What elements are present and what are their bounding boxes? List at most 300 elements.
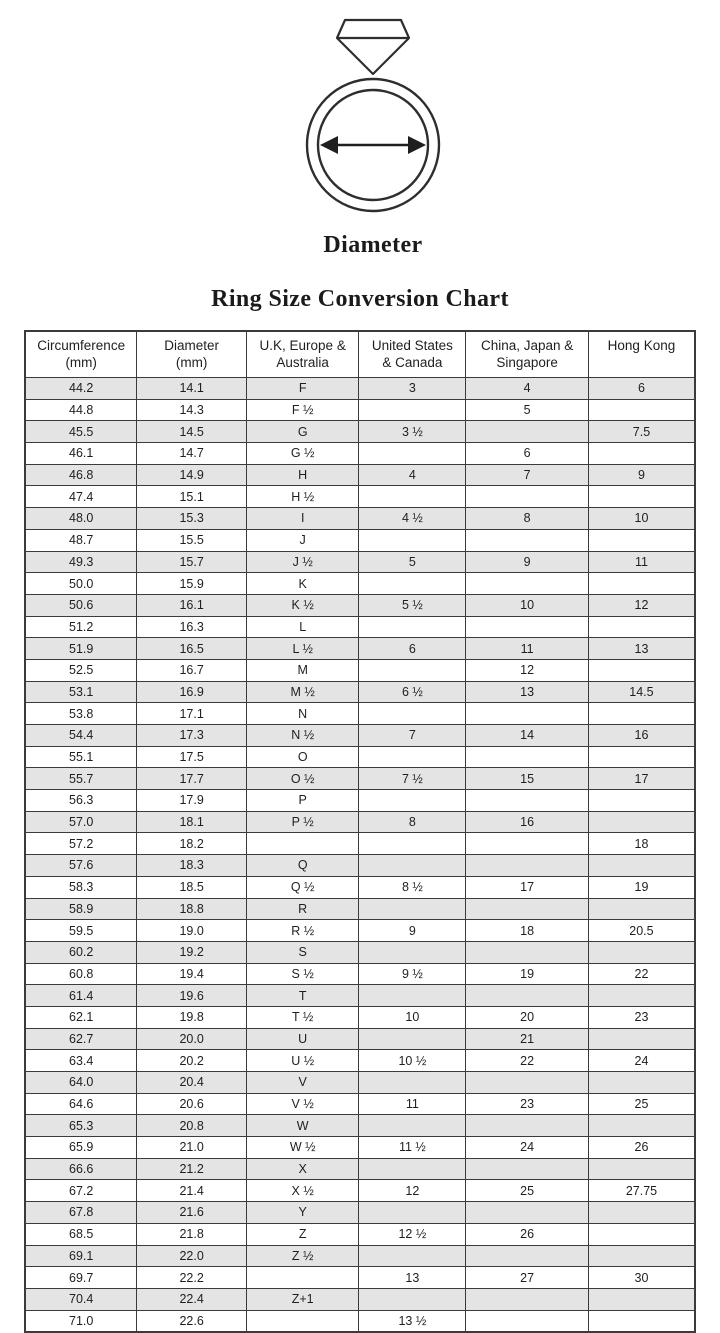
ring-diagram xyxy=(0,12,720,224)
table-row xyxy=(25,1050,695,1072)
table-cell xyxy=(359,941,466,963)
table-row xyxy=(25,508,695,530)
table-cell: 25 xyxy=(466,1180,589,1202)
table-cell xyxy=(359,616,466,638)
table-cell xyxy=(359,703,466,725)
table-cell xyxy=(359,443,466,465)
table-cell: 52.5 xyxy=(25,659,137,681)
table-cell xyxy=(466,985,589,1007)
table-cell xyxy=(466,790,589,812)
table-cell xyxy=(588,1223,695,1245)
table-cell: 44.2 xyxy=(25,378,137,400)
table-cell: 14.5 xyxy=(588,681,695,703)
table-cell: G xyxy=(246,421,359,443)
table-cell: 55.7 xyxy=(25,768,137,790)
table-cell: 67.2 xyxy=(25,1180,137,1202)
table-cell: P xyxy=(246,790,359,812)
table-cell: 8 xyxy=(466,508,589,530)
table-cell: 7 xyxy=(466,464,589,486)
conversion-table xyxy=(24,330,696,1333)
table-cell: O xyxy=(246,746,359,768)
table-cell: L xyxy=(246,616,359,638)
table-cell: 27.75 xyxy=(588,1180,695,1202)
table-header-row xyxy=(25,331,695,378)
table-row xyxy=(25,833,695,855)
table-cell: 3 ½ xyxy=(359,421,466,443)
table-cell: 19.8 xyxy=(137,1006,247,1028)
table-cell: 9 xyxy=(466,551,589,573)
table-cell: 14.7 xyxy=(137,443,247,465)
table-cell: I xyxy=(246,508,359,530)
table-cell: 22 xyxy=(588,963,695,985)
table-cell: 7 ½ xyxy=(359,768,466,790)
table-row xyxy=(25,1223,695,1245)
table-cell: Y xyxy=(246,1202,359,1224)
table-row xyxy=(25,790,695,812)
table-cell: 10 ½ xyxy=(359,1050,466,1072)
table-row xyxy=(25,659,695,681)
table-cell: G ½ xyxy=(246,443,359,465)
table-cell: 6 xyxy=(466,443,589,465)
table-cell: H ½ xyxy=(246,486,359,508)
table-cell: 17 xyxy=(466,876,589,898)
table-cell xyxy=(359,790,466,812)
table-cell: 56.3 xyxy=(25,790,137,812)
table-cell: 14.3 xyxy=(137,399,247,421)
table-cell: 25 xyxy=(588,1093,695,1115)
table-cell xyxy=(466,529,589,551)
table-cell: M xyxy=(246,659,359,681)
column-header: United States & Canada xyxy=(359,331,466,378)
table-cell: 21.0 xyxy=(137,1137,247,1159)
table-cell: 48.0 xyxy=(25,508,137,530)
table-row xyxy=(25,464,695,486)
table-cell: 65.9 xyxy=(25,1137,137,1159)
table-cell: 22.4 xyxy=(137,1288,247,1310)
table-cell: V ½ xyxy=(246,1093,359,1115)
diagram-label: Diameter xyxy=(323,232,423,258)
table-cell xyxy=(359,833,466,855)
table-cell: 8 ½ xyxy=(359,876,466,898)
table-cell: T xyxy=(246,985,359,1007)
table-row xyxy=(25,1180,695,1202)
table-cell: 13 ½ xyxy=(359,1310,466,1332)
table-cell: 22.6 xyxy=(137,1310,247,1332)
table-cell: 12 xyxy=(466,659,589,681)
table-cell: 17.9 xyxy=(137,790,247,812)
table-cell: 4 xyxy=(466,378,589,400)
table-cell: 15.7 xyxy=(137,551,247,573)
table-cell: 18.1 xyxy=(137,811,247,833)
table-cell: 19.2 xyxy=(137,941,247,963)
table-cell: 9 xyxy=(359,920,466,942)
table-cell: R xyxy=(246,898,359,920)
table-cell: L ½ xyxy=(246,638,359,660)
table-cell: 5 xyxy=(466,399,589,421)
table-cell: 12 ½ xyxy=(359,1223,466,1245)
table-cell: 63.4 xyxy=(25,1050,137,1072)
table-cell xyxy=(588,811,695,833)
table-row xyxy=(25,1245,695,1267)
table-cell: 3 xyxy=(359,378,466,400)
table-row xyxy=(25,855,695,877)
table-cell: 10 xyxy=(466,594,589,616)
table-cell: H xyxy=(246,464,359,486)
table-cell: M ½ xyxy=(246,681,359,703)
table-cell xyxy=(466,898,589,920)
table-cell: U xyxy=(246,1028,359,1050)
table-cell: 58.3 xyxy=(25,876,137,898)
table-cell: W xyxy=(246,1115,359,1137)
table-cell: 4 xyxy=(359,464,466,486)
table-row xyxy=(25,378,695,400)
table-cell: 16 xyxy=(466,811,589,833)
table-cell: 49.3 xyxy=(25,551,137,573)
table-cell xyxy=(588,1245,695,1267)
table-row xyxy=(25,1137,695,1159)
table-cell xyxy=(588,486,695,508)
table-row xyxy=(25,963,695,985)
table-cell xyxy=(588,529,695,551)
table-cell: 16.1 xyxy=(137,594,247,616)
table-cell: 19.6 xyxy=(137,985,247,1007)
table-cell: 5 xyxy=(359,551,466,573)
table-cell: 6 xyxy=(588,378,695,400)
table-row xyxy=(25,985,695,1007)
table-cell: 26 xyxy=(466,1223,589,1245)
table-cell: F xyxy=(246,378,359,400)
table-cell: 53.8 xyxy=(25,703,137,725)
table-cell: 50.6 xyxy=(25,594,137,616)
table-row xyxy=(25,551,695,573)
table-cell: Z xyxy=(246,1223,359,1245)
table-cell: 13 xyxy=(466,681,589,703)
table-cell: 61.4 xyxy=(25,985,137,1007)
table-cell xyxy=(588,659,695,681)
table-cell xyxy=(359,1288,466,1310)
table-row xyxy=(25,638,695,660)
table-cell xyxy=(588,703,695,725)
table-cell: 16.9 xyxy=(137,681,247,703)
table-row xyxy=(25,1158,695,1180)
table-cell xyxy=(466,855,589,877)
table-cell: 19 xyxy=(466,963,589,985)
table-cell: 4 ½ xyxy=(359,508,466,530)
table-cell: 18.8 xyxy=(137,898,247,920)
table-cell: 51.2 xyxy=(25,616,137,638)
table-cell: 47.4 xyxy=(25,486,137,508)
table-cell: 53.1 xyxy=(25,681,137,703)
table-cell: 62.1 xyxy=(25,1006,137,1028)
table-cell xyxy=(359,746,466,768)
table-cell: 16 xyxy=(588,725,695,747)
table-cell: 24 xyxy=(588,1050,695,1072)
table-cell: 20.2 xyxy=(137,1050,247,1072)
table-cell xyxy=(359,1115,466,1137)
table-cell xyxy=(588,1202,695,1224)
column-header: U.K, Europe & Australia xyxy=(246,331,359,378)
table-cell: 57.0 xyxy=(25,811,137,833)
table-cell: 18 xyxy=(588,833,695,855)
table-cell: 19.0 xyxy=(137,920,247,942)
table-cell: 13 xyxy=(359,1267,466,1289)
table-cell: 16.7 xyxy=(137,659,247,681)
table-cell: 24 xyxy=(466,1137,589,1159)
table-cell xyxy=(588,855,695,877)
table-cell: 20 xyxy=(466,1006,589,1028)
table-row xyxy=(25,1072,695,1094)
table-row xyxy=(25,594,695,616)
table-cell: J ½ xyxy=(246,551,359,573)
table-cell: W ½ xyxy=(246,1137,359,1159)
table-cell: S xyxy=(246,941,359,963)
table-cell: N xyxy=(246,703,359,725)
table-cell: 26 xyxy=(588,1137,695,1159)
table-cell: K ½ xyxy=(246,594,359,616)
table-cell: 23 xyxy=(466,1093,589,1115)
table-cell: 58.9 xyxy=(25,898,137,920)
table-cell xyxy=(359,1072,466,1094)
table-cell: 71.0 xyxy=(25,1310,137,1332)
table-cell: P ½ xyxy=(246,811,359,833)
table-cell xyxy=(466,703,589,725)
table-cell: 7.5 xyxy=(588,421,695,443)
table-row xyxy=(25,616,695,638)
column-header: Circumference (mm) xyxy=(25,331,137,378)
table-cell: 65.3 xyxy=(25,1115,137,1137)
table-cell: 17.3 xyxy=(137,725,247,747)
table-cell xyxy=(359,659,466,681)
table-cell: 57.2 xyxy=(25,833,137,855)
table-cell: 20.0 xyxy=(137,1028,247,1050)
table-cell: 22.2 xyxy=(137,1267,247,1289)
table-cell: 6 ½ xyxy=(359,681,466,703)
table-cell: 15.9 xyxy=(137,573,247,595)
table-row xyxy=(25,399,695,421)
table-cell: 62.7 xyxy=(25,1028,137,1050)
table-cell: 45.5 xyxy=(25,421,137,443)
table-cell: 14.1 xyxy=(137,378,247,400)
table-cell xyxy=(466,1202,589,1224)
table-cell: 67.8 xyxy=(25,1202,137,1224)
table-row xyxy=(25,1028,695,1050)
table-cell: 15.5 xyxy=(137,529,247,551)
table-cell: 59.5 xyxy=(25,920,137,942)
table-row xyxy=(25,725,695,747)
table-cell: 69.1 xyxy=(25,1245,137,1267)
table-cell: Q xyxy=(246,855,359,877)
table-cell xyxy=(588,616,695,638)
table-cell: 51.9 xyxy=(25,638,137,660)
table-cell: 57.6 xyxy=(25,855,137,877)
column-header: Diameter (mm) xyxy=(137,331,247,378)
table-cell xyxy=(588,898,695,920)
table-cell xyxy=(588,1072,695,1094)
table-cell: R ½ xyxy=(246,920,359,942)
table-cell: V xyxy=(246,1072,359,1094)
table-cell: X xyxy=(246,1158,359,1180)
table-cell: 20.4 xyxy=(137,1072,247,1094)
table-cell xyxy=(588,985,695,1007)
table-cell: 15 xyxy=(466,768,589,790)
table-cell: 11 xyxy=(466,638,589,660)
table-cell: 22.0 xyxy=(137,1245,247,1267)
table-cell xyxy=(466,616,589,638)
table-cell: 60.2 xyxy=(25,941,137,963)
table-cell: X ½ xyxy=(246,1180,359,1202)
table-cell: 11 xyxy=(359,1093,466,1115)
table-cell: 50.0 xyxy=(25,573,137,595)
table-cell: U ½ xyxy=(246,1050,359,1072)
table-cell xyxy=(466,573,589,595)
table-cell xyxy=(359,573,466,595)
table-cell xyxy=(466,1158,589,1180)
table-cell: 30 xyxy=(588,1267,695,1289)
table-cell xyxy=(466,833,589,855)
table-cell xyxy=(466,1288,589,1310)
table-row xyxy=(25,681,695,703)
table-row xyxy=(25,768,695,790)
table-cell: 23 xyxy=(588,1006,695,1028)
table-cell: 10 xyxy=(359,1006,466,1028)
column-header: China, Japan & Singapore xyxy=(466,331,589,378)
table-cell: 21.4 xyxy=(137,1180,247,1202)
table-cell xyxy=(466,1245,589,1267)
table-cell xyxy=(588,1288,695,1310)
table-row xyxy=(25,1006,695,1028)
table-cell: 54.4 xyxy=(25,725,137,747)
table-cell: 16.3 xyxy=(137,616,247,638)
ring-diamond-diameter-arrow-icon xyxy=(258,12,488,224)
table-cell: 13 xyxy=(588,638,695,660)
table-row xyxy=(25,811,695,833)
table-cell xyxy=(246,1267,359,1289)
table-cell: 17.7 xyxy=(137,768,247,790)
table-row xyxy=(25,1093,695,1115)
table-cell: 11 ½ xyxy=(359,1137,466,1159)
table-cell xyxy=(466,486,589,508)
table-cell: Z+1 xyxy=(246,1288,359,1310)
table-cell: 5 ½ xyxy=(359,594,466,616)
table-row xyxy=(25,703,695,725)
table-cell: J xyxy=(246,529,359,551)
table-row xyxy=(25,746,695,768)
table-cell xyxy=(466,746,589,768)
table-cell: O ½ xyxy=(246,768,359,790)
table-cell xyxy=(359,1245,466,1267)
table-cell: 18.5 xyxy=(137,876,247,898)
table-cell: S ½ xyxy=(246,963,359,985)
table-cell: K xyxy=(246,573,359,595)
table-cell xyxy=(359,529,466,551)
table-row xyxy=(25,421,695,443)
table-cell: 15.3 xyxy=(137,508,247,530)
table-cell xyxy=(588,941,695,963)
table-cell: 18 xyxy=(466,920,589,942)
table-cell: 21.6 xyxy=(137,1202,247,1224)
table-cell xyxy=(588,1115,695,1137)
table-row xyxy=(25,1288,695,1310)
table-cell: N ½ xyxy=(246,725,359,747)
table-cell: 64.0 xyxy=(25,1072,137,1094)
page-title: Ring Size Conversion Chart xyxy=(211,286,509,312)
table-cell xyxy=(359,898,466,920)
table-cell xyxy=(359,486,466,508)
table-row xyxy=(25,573,695,595)
table-cell xyxy=(359,1028,466,1050)
table-row xyxy=(25,443,695,465)
table-cell: 17 xyxy=(588,768,695,790)
table-cell: 9 xyxy=(588,464,695,486)
table-cell: 48.7 xyxy=(25,529,137,551)
table-cell: 20.5 xyxy=(588,920,695,942)
table-cell: 20.8 xyxy=(137,1115,247,1137)
table-row xyxy=(25,486,695,508)
table-body xyxy=(25,378,695,1333)
table-cell: F ½ xyxy=(246,399,359,421)
table-cell: 18.2 xyxy=(137,833,247,855)
table-cell xyxy=(588,746,695,768)
table-cell: 21.8 xyxy=(137,1223,247,1245)
table-row xyxy=(25,1115,695,1137)
table-cell: 46.1 xyxy=(25,443,137,465)
table-cell xyxy=(359,855,466,877)
table-cell: 15.1 xyxy=(137,486,247,508)
table-cell: 7 xyxy=(359,725,466,747)
table-cell xyxy=(588,790,695,812)
table-cell: 11 xyxy=(588,551,695,573)
table-cell xyxy=(359,1202,466,1224)
table-cell: 21.2 xyxy=(137,1158,247,1180)
table-cell xyxy=(359,985,466,1007)
table-cell xyxy=(246,833,359,855)
table-cell: Z ½ xyxy=(246,1245,359,1267)
table-cell: 66.6 xyxy=(25,1158,137,1180)
table-cell: 22 xyxy=(466,1050,589,1072)
table-cell: 14.5 xyxy=(137,421,247,443)
table-cell: 60.8 xyxy=(25,963,137,985)
column-header: Hong Kong xyxy=(588,331,695,378)
table-cell: Q ½ xyxy=(246,876,359,898)
table-cell: 14 xyxy=(466,725,589,747)
table-cell xyxy=(588,1158,695,1180)
table-row xyxy=(25,1267,695,1289)
table-cell: 16.5 xyxy=(137,638,247,660)
table-cell: 19 xyxy=(588,876,695,898)
table-row xyxy=(25,529,695,551)
table-row xyxy=(25,876,695,898)
table-row xyxy=(25,920,695,942)
table-cell: 69.7 xyxy=(25,1267,137,1289)
table-cell: 17.5 xyxy=(137,746,247,768)
table-cell: 20.6 xyxy=(137,1093,247,1115)
table-cell: T ½ xyxy=(246,1006,359,1028)
table-row xyxy=(25,941,695,963)
table-cell: 46.8 xyxy=(25,464,137,486)
table-cell: 6 xyxy=(359,638,466,660)
table-cell: 17.1 xyxy=(137,703,247,725)
table-cell xyxy=(466,421,589,443)
table-cell xyxy=(588,573,695,595)
table-cell: 8 xyxy=(359,811,466,833)
table-cell: 18.3 xyxy=(137,855,247,877)
table-cell: 70.4 xyxy=(25,1288,137,1310)
table-cell: 27 xyxy=(466,1267,589,1289)
table-cell: 55.1 xyxy=(25,746,137,768)
table-cell xyxy=(466,941,589,963)
table-cell xyxy=(588,443,695,465)
table-row xyxy=(25,1202,695,1224)
